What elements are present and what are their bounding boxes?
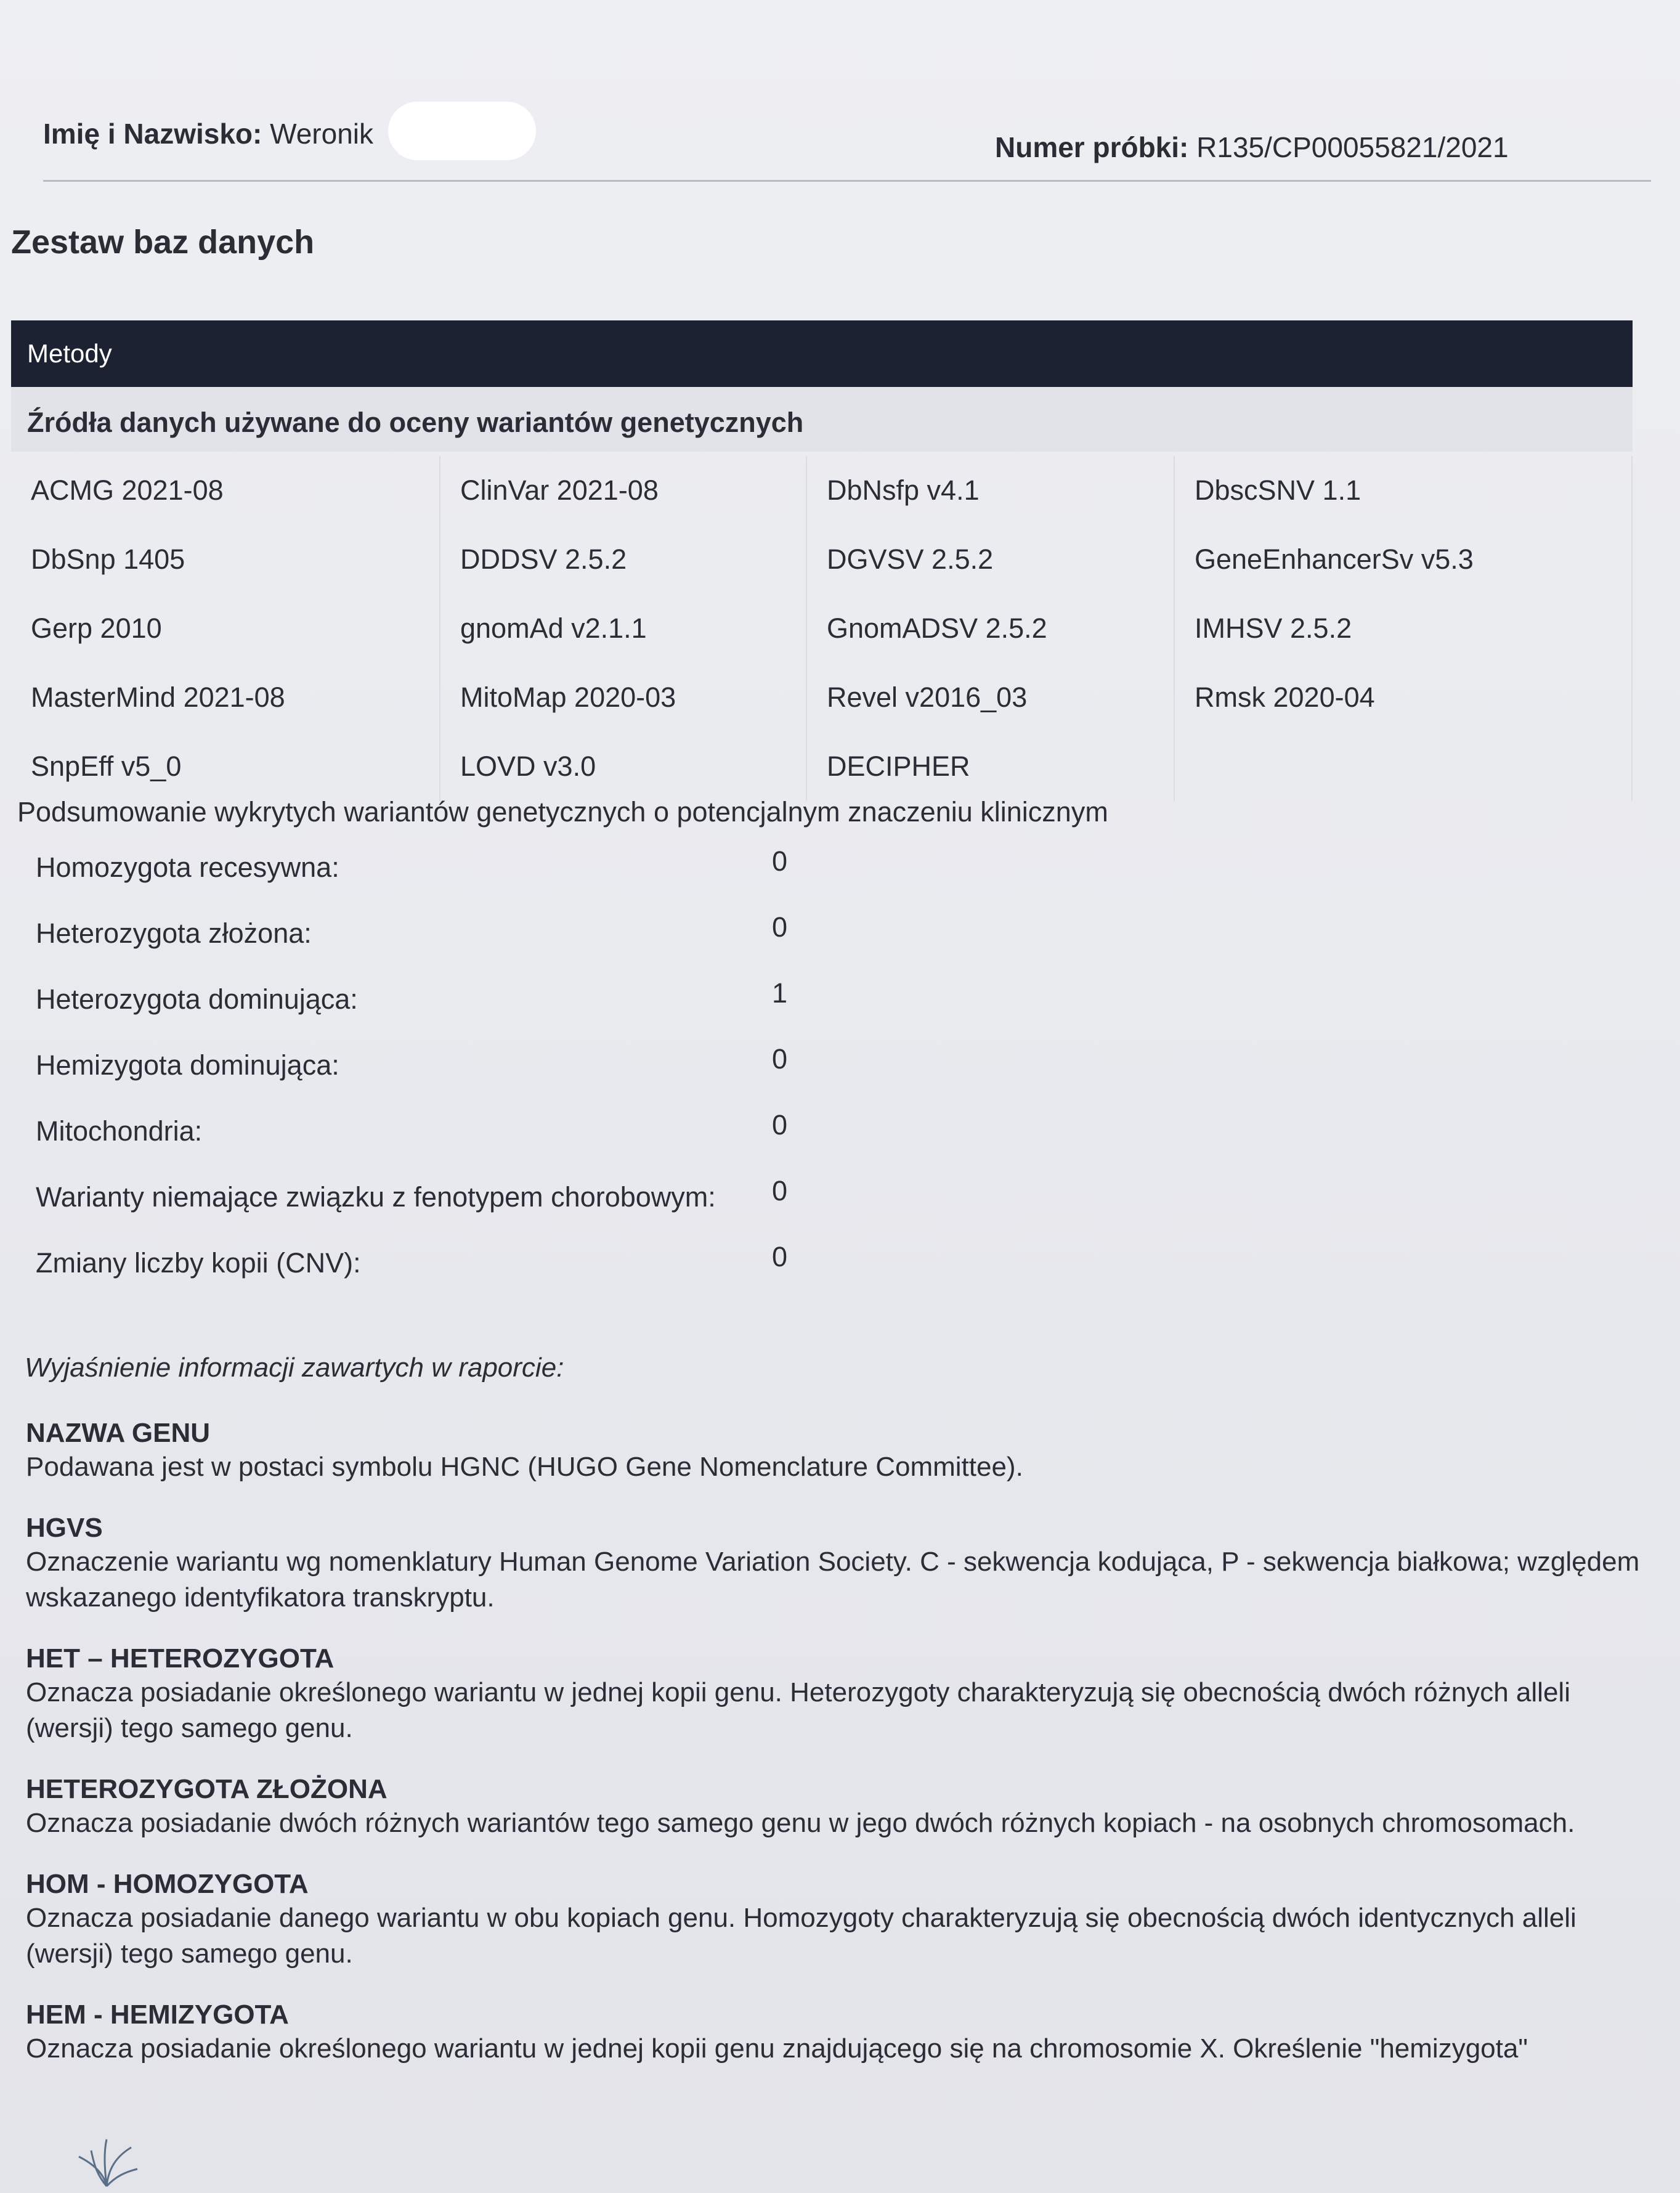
database-cell: IMHSV 2.5.2 xyxy=(1175,594,1633,663)
sources-title: Źródła danych używane do oceny wariantów genetycznych xyxy=(27,407,804,438)
summary-label: Hemizygota dominująca: xyxy=(36,1049,339,1081)
glossary-item xyxy=(26,1773,1665,1841)
summary-title: Podsumowanie wykrytych wariantów genetycznych o potencjalnym znaczeniu klinicznym xyxy=(17,796,1108,828)
redaction-mark xyxy=(388,102,536,160)
glossary-item xyxy=(26,1999,1665,2067)
summary-label: Zmiany liczby kopii (CNV): xyxy=(36,1247,361,1279)
glossary-term: HET – HETEROZYGOTA xyxy=(26,1643,335,1674)
database-cell: GnomADSV 2.5.2 xyxy=(807,594,1175,663)
summary-row xyxy=(36,839,898,905)
database-cell: SnpEff v5_0 xyxy=(11,732,440,801)
patient-name-field xyxy=(43,117,373,150)
sample-label: Numer próbki: xyxy=(995,131,1189,163)
glossary-item xyxy=(26,1417,1665,1485)
glossary-term: HEM - HEMIZYGOTA xyxy=(26,2000,289,2030)
summary-row xyxy=(36,1037,898,1103)
summary-label: Heterozygota złożona: xyxy=(36,917,312,949)
database-cell: DECIPHER xyxy=(807,732,1175,801)
explanation-title: Wyjaśnienie informacji zawartych w raporcie: xyxy=(25,1353,564,1383)
database-cell: DbNsfp v4.1 xyxy=(807,456,1175,525)
sources-title-bar xyxy=(11,387,1633,452)
summary-row xyxy=(36,1103,898,1169)
summary-value: 0 xyxy=(772,911,788,943)
summary-value: 0 xyxy=(772,1109,788,1141)
database-cell-empty xyxy=(1175,732,1633,801)
glossary-definition: Oznaczenie wariantu wg nomenklatury Human Genome Variation Society. C - sekwencja kodująca, P - sekwencja białkowa; względem wskazanego identyfikatora transkryptu. xyxy=(26,1547,1640,1613)
variant-summary xyxy=(36,839,898,1301)
leaf-logo-icon xyxy=(73,2138,140,2187)
methods-band-label: Metody xyxy=(27,339,112,368)
glossary-item xyxy=(26,1512,1665,1616)
glossary-item xyxy=(26,1868,1665,1972)
summary-value: 0 xyxy=(772,1241,788,1272)
glossary-term: HGVS xyxy=(26,1513,103,1543)
database-cell: DbscSNV 1.1 xyxy=(1175,456,1633,525)
summary-label: Mitochondria: xyxy=(36,1115,203,1147)
glossary-definition: Oznacza posiadanie danego wariantu w obu kopiach genu. Homozygoty charakteryzują się obecnością dwóch identycznych alleli (wersji) tego samego genu. xyxy=(26,1903,1577,1969)
glossary xyxy=(26,1417,1665,2094)
summary-value: 1 xyxy=(772,977,788,1009)
glossary-definition: Oznacza posiadanie określonego wariantu w jednej kopii genu. Heterozygoty charakteryzują się obecnością dwóch różnych alleli (wersji) tego samego genu. xyxy=(26,1677,1570,1743)
database-cell: DbSnp 1405 xyxy=(11,525,440,594)
database-cell: GeneEnhancerSv v5.3 xyxy=(1175,525,1633,594)
database-cell: Revel v2016_03 xyxy=(807,663,1175,732)
database-cell: DDDSV 2.5.2 xyxy=(440,525,807,594)
summary-label: Warianty niemające związku z fenotypem chorobowym: xyxy=(36,1181,716,1213)
database-cell: Rmsk 2020-04 xyxy=(1175,663,1633,732)
summary-label: Homozygota recesywna: xyxy=(36,852,339,883)
glossary-term: NAZWA GENU xyxy=(26,1418,211,1448)
database-cell: DGVSV 2.5.2 xyxy=(807,525,1175,594)
glossary-term: HETEROZYGOTA ZŁOŻONA xyxy=(26,1774,388,1804)
methods-band xyxy=(11,320,1633,387)
summary-row xyxy=(36,905,898,971)
summary-value: 0 xyxy=(772,845,788,877)
database-grid xyxy=(11,456,1633,801)
summary-value: 0 xyxy=(772,1175,788,1206)
database-cell: LOVD v3.0 xyxy=(440,732,807,801)
summary-label: Heterozygota dominująca: xyxy=(36,983,358,1015)
glossary-item xyxy=(26,1643,1665,1746)
database-cell: ClinVar 2021-08 xyxy=(440,456,807,525)
summary-row xyxy=(36,1235,898,1301)
glossary-term: HOM - HOMOZYGOTA xyxy=(26,1869,309,1899)
database-cell: MasterMind 2021-08 xyxy=(11,663,440,732)
summary-row xyxy=(36,971,898,1037)
name-value: Weronik xyxy=(270,118,373,150)
summary-row xyxy=(36,1169,898,1235)
sample-number-field xyxy=(995,131,1509,164)
summary-value: 0 xyxy=(772,1043,788,1075)
database-cell: ACMG 2021-08 xyxy=(11,456,440,525)
sample-value: R135/CP00055821/2021 xyxy=(1196,131,1509,163)
section-title: Zestaw baz danych xyxy=(11,224,315,261)
name-label: Imię i Nazwisko: xyxy=(43,118,262,150)
database-cell: gnomAd v2.1.1 xyxy=(440,594,807,663)
glossary-definition: Oznacza posiadanie określonego wariantu w jednej kopii genu znajdującego się na chromosomie X. Określenie "hemizygota" xyxy=(26,2033,1528,2064)
database-cell: MitoMap 2020-03 xyxy=(440,663,807,732)
database-cell: Gerp 2010 xyxy=(11,594,440,663)
header-divider xyxy=(43,180,1651,182)
glossary-definition: Oznacza posiadanie dwóch różnych wariantów tego samego genu w jego dwóch różnych kopiach - na osobnych chromosomach. xyxy=(26,1808,1575,1838)
glossary-definition: Podawana jest w postaci symbolu HGNC (HUGO Gene Nomenclature Committee). xyxy=(26,1452,1023,1482)
